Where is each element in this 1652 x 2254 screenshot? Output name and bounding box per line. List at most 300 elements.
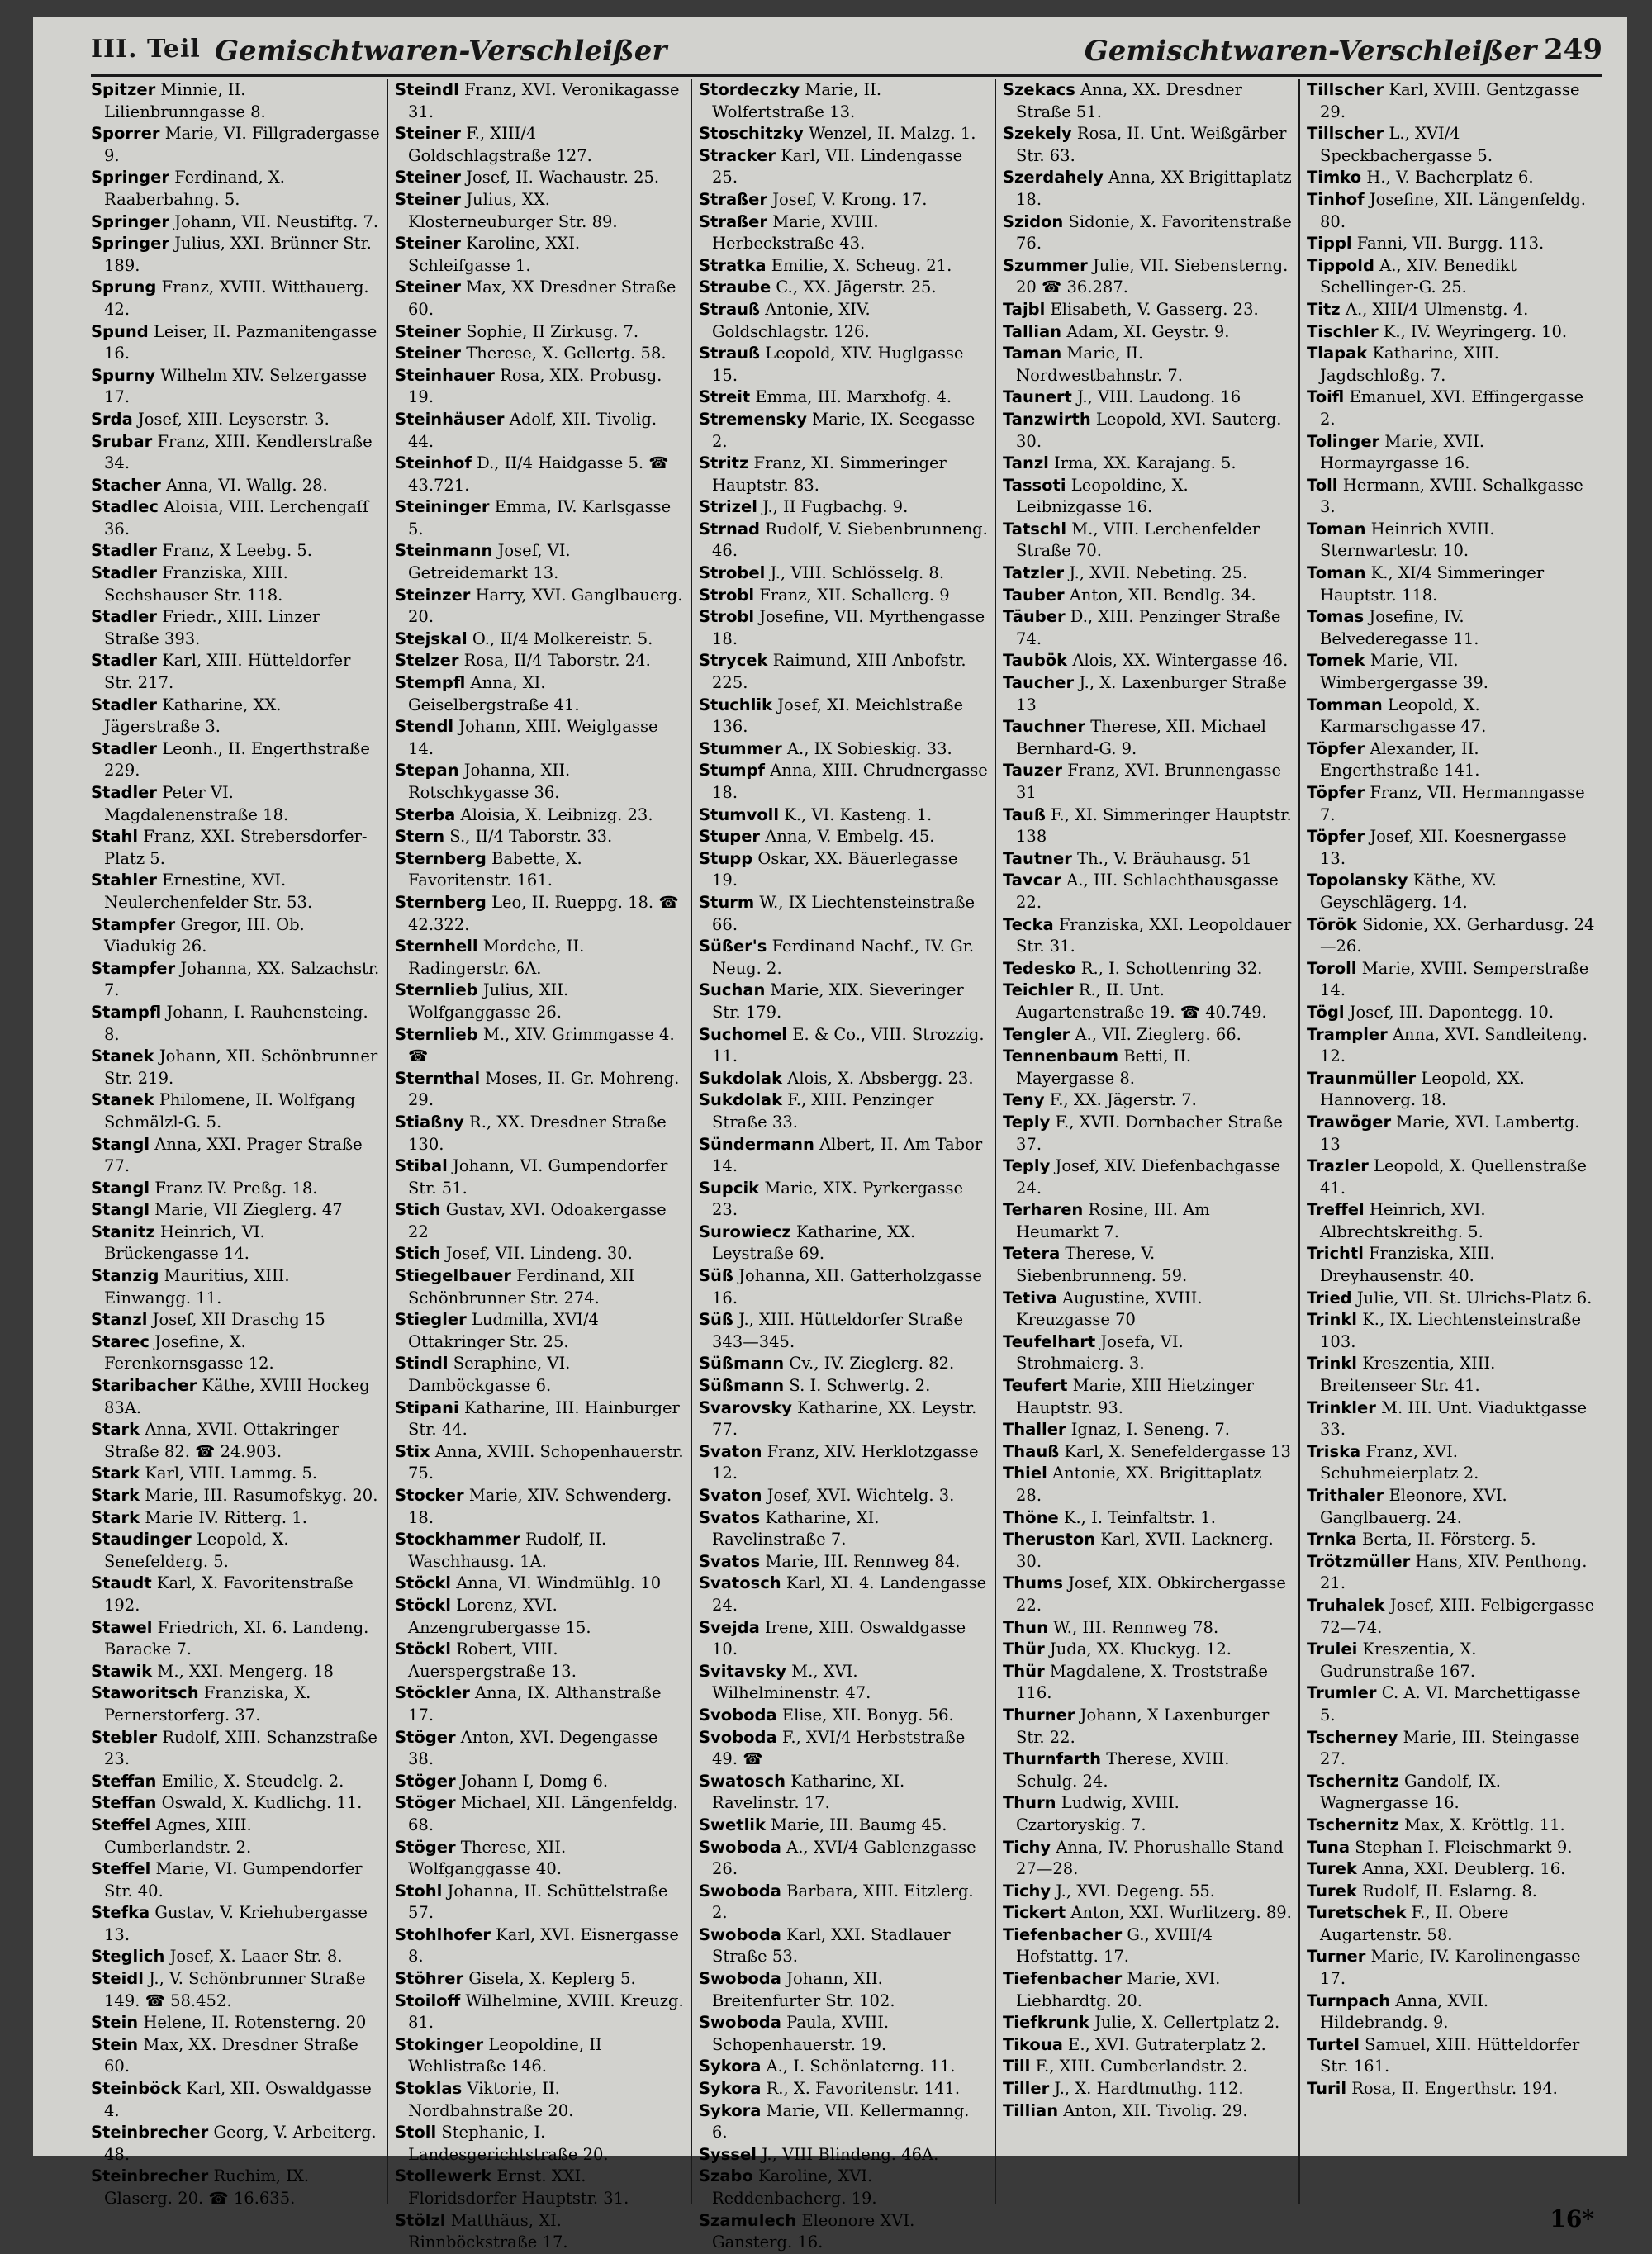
entry-details: Käthe, XVIII Hockeg 83A. [104, 1376, 370, 1417]
entry-details: M., XIV. Grimmgasse 4. ☎ [408, 1024, 675, 1066]
entry-details: Josef, XVI. Wichtelg. 3. [767, 1486, 955, 1505]
directory-entry [91, 1771, 380, 1793]
directory-entry [699, 650, 988, 694]
entry-details: Oswald, X. Kudlichg. 11. [161, 1793, 363, 1813]
directory-entry [395, 79, 684, 123]
entry-details: Leonh., II. Engerthstraße 229. [104, 738, 370, 781]
entry-name: Stanitz [91, 1222, 155, 1241]
entry-details: Ignaz, I. Seneng. 7. [1070, 1420, 1230, 1440]
entry-details: Katharine, XIII. Jagdschloßg. 7. [1320, 344, 1499, 385]
entry-details: E. & Co., VIII. Strozzig. 11. [712, 1024, 985, 1066]
directory-entry [699, 1397, 988, 1441]
entry-details: Sidonie, XX. Gerhardusg. 24—26. [1320, 914, 1595, 956]
entry-name: Sternberg [395, 848, 487, 868]
directory-entry [1307, 189, 1596, 233]
directory-entry [395, 1968, 684, 1991]
entry-details: Karl, XXI. Stadlauer Straße 53. [712, 1924, 951, 1967]
entry-name: Steininger [395, 497, 490, 517]
entry-name: Stark [91, 1464, 140, 1483]
entry-name: Trichtl [1307, 1244, 1364, 1264]
directory-entry [1003, 1881, 1292, 1903]
entry-name: Stadler [91, 541, 158, 561]
entry-name: Steiner [395, 234, 461, 254]
entry-details: Gregor, III. Ob. Viadukig 26. [104, 914, 305, 956]
entry-details: Th., V. Bräuhausg. 51 [1077, 848, 1252, 868]
entry-details: Gustav, V. Kriehubergasse 13. [104, 1903, 368, 1944]
entry-name: Steglich [91, 1947, 165, 1967]
directory-entry [91, 1902, 380, 1946]
entry-name: Svoboda [699, 1705, 777, 1725]
entry-details: Fanni, VII. Burgg. 113. [1356, 234, 1545, 254]
directory-entry [91, 695, 380, 738]
directory-entry [1307, 1858, 1596, 1881]
entry-name: Tikoua [1003, 2034, 1063, 2054]
entry-details: Katharine, III. Hainburger Str. 44. [408, 1397, 680, 1440]
directory-entry [699, 255, 988, 278]
entry-details: Anna, XX. Dresdner Straße 51. [1016, 80, 1242, 121]
entry-details: Karl, XVIII. Gentzgasse 29. [1320, 80, 1580, 121]
entry-name: Steinhauer [395, 365, 495, 385]
entry-name: Stoiloff [395, 1991, 461, 2010]
directory-entry [91, 1331, 380, 1375]
entry-name: Trampler [1307, 1024, 1388, 1044]
entry-name: Toman [1307, 563, 1366, 583]
entry-details: Franziska, XIII. Dreyhausenstr. 40. [1320, 1244, 1495, 1286]
entry-details: Josef, XI. Meichlstraße 136. [712, 695, 964, 737]
directory-entry [1003, 321, 1292, 344]
directory-entry [699, 1024, 988, 1068]
entry-name: Stoschitzky [699, 124, 804, 144]
directory-entry [91, 1134, 380, 1178]
entry-name: Stipani [395, 1397, 459, 1417]
entry-details: Elisabeth, V. Gasserg. 23. [1050, 299, 1259, 319]
entry-name: Srda [91, 409, 133, 429]
entry-name: Stefka [91, 1903, 150, 1923]
directory-entry [1003, 255, 1292, 299]
entry-details: Josef, XII Draschg 15 [152, 1310, 325, 1330]
entry-name: Stadler [91, 607, 158, 627]
entry-details: K., VI. Kasteng. 1. [784, 804, 933, 824]
directory-entry [699, 1134, 988, 1178]
directory-entry [395, 650, 684, 672]
directory-entry [395, 826, 684, 848]
entry-details: Max, X. Kröttlg. 11. [1404, 1815, 1565, 1834]
entry-details: Alexander, II. Engerthstraße 141. [1320, 738, 1480, 781]
directory-entry [395, 496, 684, 540]
directory-entry [91, 2012, 380, 2034]
directory-entry [1003, 453, 1292, 475]
entry-details: Leopold, XIV. Huglgasse 15. [712, 344, 964, 385]
directory-entry [699, 123, 988, 145]
entry-name: Supcik [699, 1178, 760, 1198]
directory-entry [699, 2166, 988, 2209]
entry-details: G., XVIII/4 Hofstattg. 17. [1016, 1924, 1213, 1967]
entry-name: Staworitsch [91, 1683, 199, 1703]
directory-entry [699, 1617, 988, 1661]
entry-name: Tajbl [1003, 299, 1046, 319]
directory-entry [1307, 387, 1596, 430]
column-4 [995, 79, 1298, 2204]
directory-entry [91, 365, 380, 409]
directory-entry [395, 453, 684, 496]
entry-details: Leopold, X. Senefelderg. 5. [104, 1530, 289, 1571]
entry-name: Swatosch [699, 1771, 786, 1791]
directory-entry [1003, 519, 1292, 562]
entry-name: Stockhammer [395, 1530, 520, 1549]
directory-entry [1307, 870, 1596, 913]
entry-name: Thums [1003, 1573, 1063, 1593]
entry-name: Steffel [91, 1815, 151, 1834]
directory-entry [699, 1881, 988, 1924]
entry-name: Stöger [395, 1793, 456, 1813]
directory-entry [699, 1815, 988, 1837]
directory-entry [1003, 1331, 1292, 1375]
entry-name: Stark [91, 1486, 140, 1505]
entry-name: Steffan [91, 1793, 157, 1813]
directory-entry [699, 1727, 988, 1771]
entry-name: Stindl [395, 1354, 449, 1374]
entry-name: Treffel [1307, 1200, 1365, 1220]
entry-details: Irene, XIII. Oswaldgasse 10. [712, 1617, 966, 1659]
directory-entry [91, 2078, 380, 2122]
entry-name: Steindl [395, 80, 459, 99]
entry-name: Stratka [699, 255, 767, 275]
directory-entry [1307, 1902, 1596, 1946]
directory-entry [91, 1002, 380, 1046]
entry-details: Eleonore XVI. Gansterg. 16. [712, 2210, 915, 2252]
directory-entry [699, 1089, 988, 1133]
directory-entry [91, 1815, 380, 1858]
directory-entry [1307, 1639, 1596, 1682]
directory-entry [91, 1946, 380, 1968]
directory-entry [699, 936, 988, 980]
entry-name: Tauber [1003, 585, 1065, 605]
entry-name: Staudinger [91, 1530, 192, 1549]
entry-name: Stanzig [91, 1266, 159, 1286]
entry-name: Swoboda [699, 1837, 781, 1857]
entry-name: Sprung [91, 278, 157, 297]
directory-entry [91, 958, 380, 1002]
entry-details: Betti, II. Mayergasse 8. [1016, 1046, 1192, 1088]
entry-details: Leopold, XX. Hannoverg. 18. [1320, 1068, 1525, 1110]
entry-name: Staribacher [91, 1376, 197, 1396]
entry-details: Käthe, XV. Geyschlägerg. 14. [1320, 871, 1497, 912]
directory-entry [1003, 1902, 1292, 1924]
entry-details: Josef, VII. Lindeng. 30. [445, 1244, 633, 1264]
entry-details: Anna, XIII. Chrudnergasse 18. [712, 761, 988, 802]
entry-details: Georg, V. Arbeiterg. 48. [104, 2123, 377, 2164]
directory-entry [1003, 760, 1292, 804]
entry-details: R., I. Schottenring 32. [1080, 958, 1263, 978]
entry-name: Turtel [1307, 2034, 1360, 2054]
entry-name: Sternhell [395, 937, 478, 956]
entry-name: Stibal [395, 1156, 448, 1176]
entry-details: Katharine, XX. Jägerstraße 3. [104, 695, 282, 737]
entry-details: D., XIII. Penzinger Straße 74. [1016, 607, 1281, 648]
entry-name: Steinzer [395, 585, 471, 605]
entry-name: Thöne [1003, 1507, 1059, 1527]
directory-entry [699, 804, 988, 827]
entry-name: Turner [1307, 1947, 1366, 1967]
entry-details: Emanuel, XVI. Effingergasse 2. [1320, 387, 1584, 429]
entry-name: Tolinger [1307, 431, 1380, 451]
directory-entry [1003, 1639, 1292, 1661]
directory-entry [699, 1068, 988, 1090]
directory-entry [699, 1837, 988, 1881]
entry-name: Steiner [395, 168, 461, 187]
directory-entry [1003, 2012, 1292, 2034]
entry-details: Berta, II. Försterg. 5. [1362, 1530, 1536, 1549]
entry-details: Karl, X. Senefeldergasse 13 [1064, 1441, 1291, 1461]
entry-name: Triska [1307, 1441, 1361, 1461]
entry-name: Stöckler [395, 1683, 470, 1703]
entry-name: Spitzer [91, 80, 156, 99]
entry-details: Ludmilla, XVI/4 Ottakringer Str. 25. [408, 1310, 599, 1351]
entry-details: Franz, XVI. Schuhmeierplatz 2. [1320, 1441, 1479, 1483]
entry-name: Spund [91, 321, 149, 341]
directory-entry [1307, 79, 1596, 123]
entry-name: Stepan [395, 761, 459, 781]
directory-entry [1307, 233, 1596, 255]
directory-entry [1307, 1727, 1596, 1771]
directory-entry [1003, 1705, 1292, 1749]
entry-name: Süßmann [699, 1376, 785, 1396]
directory-entry [699, 1924, 988, 1968]
entry-name: Süß [699, 1266, 733, 1286]
entry-details: F., XVI/4 Herbststraße 49. ☎ [712, 1727, 966, 1769]
directory-entry [91, 1046, 380, 1089]
directory-entry [395, 804, 684, 827]
directory-entry [1307, 1815, 1596, 1837]
entry-name: Stampfer [91, 958, 176, 978]
entry-details: Hans, XIV. Penthong. 21. [1320, 1551, 1588, 1593]
directory-entry [395, 277, 684, 320]
directory-entry [395, 848, 684, 892]
entry-name: Teply [1003, 1112, 1051, 1132]
entry-name: Stich [395, 1244, 441, 1264]
entry-details: Josef, III. Dapontegg. 10. [1349, 1002, 1555, 1022]
directory-entry [699, 409, 988, 453]
directory-entry [91, 540, 380, 562]
entry-details: Eleonore, XVI. Ganglbauerg. 24. [1320, 1486, 1507, 1527]
entry-details: Karl, XI. 4. Landengasse 24. [712, 1573, 987, 1615]
entry-details: D., II/4 Haidgasse 5. ☎ 43.721. [408, 453, 669, 495]
entry-name: Strobl [699, 607, 755, 627]
directory-entry [395, 123, 684, 167]
directory-entry [1003, 1661, 1292, 1705]
directory-entry [1003, 343, 1292, 387]
entry-name: Tögl [1307, 1002, 1345, 1022]
entry-name: Steiner [395, 278, 461, 297]
entry-name: Straßer [699, 211, 768, 231]
entry-details: Leopoldine, II Wehlistraße 146. [408, 2034, 602, 2076]
directory-entry [395, 585, 684, 629]
directory-entry [699, 519, 988, 562]
entry-name: Trumler [1307, 1683, 1377, 1703]
directory-entry [699, 1705, 988, 1727]
entry-details: Josefine, X. Ferenkornsgasse 12. [104, 1331, 274, 1374]
directory-entry [1307, 650, 1596, 694]
entry-name: Timko [1307, 168, 1362, 187]
directory-entry [91, 123, 380, 167]
directory-entry [1003, 1837, 1292, 1881]
entry-name: Török [1307, 914, 1357, 934]
directory-entry [1003, 958, 1292, 980]
entry-details: Marie, II. Nordwestbahnstr. 7. [1016, 344, 1183, 385]
entry-name: Stöger [395, 1771, 456, 1791]
part-label: III. Teil [91, 35, 201, 64]
directory-entry [395, 629, 684, 651]
entry-name: Steinböck [91, 2079, 182, 2099]
directory-entry [1003, 211, 1292, 255]
entry-name: Truhalek [1307, 1595, 1385, 1615]
entry-details: Johann, XII. Breitenfurter Str. 102. [712, 1969, 895, 2010]
entry-name: Tichy [1003, 1881, 1051, 1900]
entry-details: Johann I, Domg 6. [460, 1771, 609, 1791]
directory-entry [1307, 1353, 1596, 1397]
directory-entry [1003, 848, 1292, 871]
entry-name: Steinmann [395, 541, 493, 561]
entry-name: Swoboda [699, 1924, 781, 1944]
entry-details: Rosa, II. Engerthstr. 194. [1351, 2079, 1558, 2099]
directory-entry [699, 299, 988, 343]
entry-details: Adam, XI. Geystr. 9. [1066, 321, 1230, 341]
entry-name: Sturm [699, 892, 755, 912]
entry-details: S. I. Schwertg. 2. [789, 1376, 931, 1396]
directory-entry [91, 1419, 380, 1463]
entry-name: Tinhof [1307, 189, 1365, 209]
entry-name: Teichler [1003, 980, 1074, 1000]
entry-name: Stacher [91, 475, 161, 495]
entry-name: Tetera [1003, 1244, 1061, 1264]
entry-details: Julius, XX. Klosterneuburger Str. 89. [408, 189, 618, 231]
entry-details: Sophie, II Zirkusg. 7. [466, 321, 639, 341]
directory-entry [699, 1441, 988, 1485]
entry-details: Emma, IV. Karlsgasse 5. [408, 497, 672, 539]
entry-name: Stebler [91, 1727, 158, 1747]
entry-details: Magdalene, X. Troststraße 116. [1016, 1661, 1268, 1703]
directory-entry [395, 1485, 684, 1529]
directory-entry [1307, 167, 1596, 189]
entry-name: Steinbrecher [91, 2123, 209, 2142]
directory-entry [1307, 1682, 1596, 1726]
entry-details: Anton, XVI. Degengasse 38. [408, 1727, 658, 1769]
directory-entry [1307, 2034, 1596, 2078]
column-3 [691, 79, 995, 2252]
directory-entry [91, 562, 380, 606]
entry-details: Marie, VII Zieglerg. 47 [154, 1200, 343, 1220]
directory-entry [395, 1155, 684, 1199]
directory-entry [91, 826, 380, 870]
directory-entry [1003, 1375, 1292, 1419]
directory-entry [699, 585, 988, 607]
entry-name: Stadler [91, 738, 158, 758]
entry-details: Minnie, II. Lilienbrunngasse 8. [104, 80, 266, 121]
entry-name: Stölzl [395, 2210, 446, 2230]
entry-name: Trinkl [1307, 1354, 1357, 1374]
directory-entry [1003, 606, 1292, 650]
entry-name: Tillscher [1307, 80, 1384, 99]
entry-name: Szidon [1003, 211, 1064, 231]
entry-name: Stark [91, 1420, 140, 1440]
entry-details: Therese, V. Siebenbrunneng. 59. [1016, 1244, 1188, 1286]
column-2 [387, 79, 691, 2252]
entry-details: Julius, XII. Wolfganggasse 26. [408, 980, 569, 1022]
directory-entry [1003, 716, 1292, 760]
entry-name: Stumpf [699, 761, 766, 781]
entry-details: Franz, XVI. Brunnengasse 31 [1016, 761, 1282, 802]
entry-name: Tauzer [1003, 761, 1063, 781]
entry-name: Toll [1307, 475, 1338, 495]
directory-entry [699, 79, 988, 123]
directory-entry [395, 980, 684, 1023]
entry-details: Emilie, X. Scheug. 21. [771, 255, 952, 275]
directory-entry [395, 1792, 684, 1836]
entry-details: Rosa, XIX. Probusg. 19. [408, 365, 662, 407]
entry-name: Stahl [91, 827, 139, 847]
entry-name: Stremensky [699, 409, 807, 429]
entry-details: A., VII. Zieglerg. 66. [1075, 1024, 1241, 1044]
entry-details: Johann, VII. Neustiftg. 7. [174, 211, 379, 231]
entry-details: Karl, XIII. Hütteldorfer Str. 217. [104, 651, 351, 693]
entry-name: Turek [1307, 1881, 1357, 1900]
entry-name: Stempfl [395, 673, 466, 693]
entry-name: Theruston [1003, 1530, 1096, 1549]
entry-details: R., X. Favoritenstr. 141. [766, 2079, 961, 2099]
directory-entry [699, 760, 988, 804]
directory-entry [699, 211, 988, 255]
entry-name: Thurnfarth [1003, 1749, 1102, 1769]
entry-details: Irma, XX. Karajang. 5. [1054, 453, 1237, 473]
entry-details: J., XVI. Degeng. 55. [1056, 1881, 1215, 1900]
directory-entry [91, 870, 380, 913]
entry-name: Teny [1003, 1090, 1045, 1110]
entry-name: Stangl [91, 1200, 150, 1220]
entry-name: Stoklas [395, 2079, 463, 2099]
entry-name: Sykora [699, 2079, 762, 2099]
entry-details: Josefine, XII. Längenfeldg. 80. [1320, 189, 1587, 231]
entry-name: Thurn [1003, 1793, 1056, 1813]
directory-entry [699, 892, 988, 936]
directory-entry [1003, 1924, 1292, 1968]
directory-entry [1307, 1551, 1596, 1595]
entry-details: J., VIII Blindeng. 46A. [762, 2144, 939, 2164]
entry-name: Tscherney [1307, 1727, 1398, 1747]
directory-entry [395, 1639, 684, 1682]
directory-entry [1307, 1309, 1596, 1353]
directory-entry [395, 2210, 684, 2254]
entry-name: Stritz [699, 453, 749, 473]
entry-name: Svatos [699, 1551, 761, 1571]
directory-entry [91, 1682, 380, 1726]
entry-details: Gustav, XVI. Odoakergasse 22 [408, 1200, 667, 1241]
entry-details: J., VIII. Laudong. 16 [1077, 387, 1241, 407]
entry-details: Marie, XVI. Liebhardtg. 20. [1016, 1969, 1221, 2010]
entry-name: Töpfer [1307, 827, 1365, 847]
entry-name: Stiaßny [395, 1112, 464, 1132]
entry-name: Thun [1003, 1617, 1048, 1637]
entry-details: A., XIII/4 Ulmenstg. 4. [1345, 299, 1529, 319]
directory-entry [395, 1529, 684, 1573]
entry-name: Svatos [699, 1507, 761, 1527]
directory-entry [1307, 1002, 1596, 1024]
entry-details: Marie, XIV. Schwenderg. 18. [408, 1486, 672, 1527]
entry-details: Josef, X. Laaer Str. 8. [169, 1947, 343, 1967]
entry-details: C., XX. Jägerstr. 25. [776, 278, 937, 297]
directory-entry [699, 387, 988, 409]
entry-name: Stöhrer [395, 1969, 464, 1989]
directory-entry [91, 738, 380, 782]
